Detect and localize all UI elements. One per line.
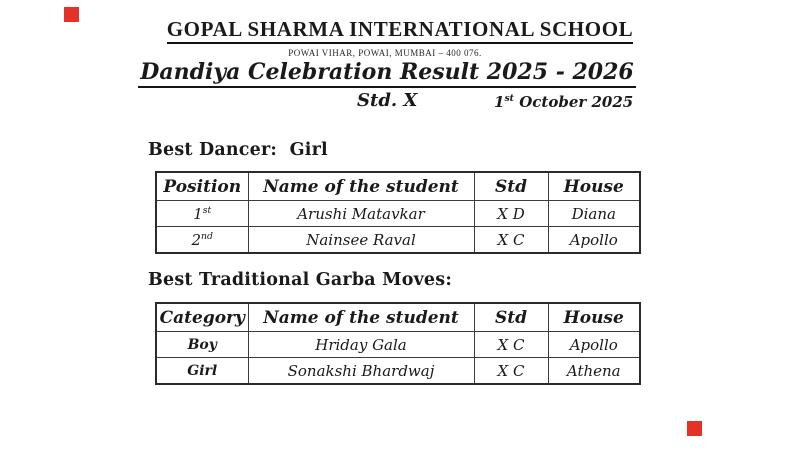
date-suffix: st (504, 93, 514, 104)
house-cell: Apollo (548, 332, 640, 358)
red-marker-bottom-right (687, 421, 702, 436)
table-header-row (156, 172, 640, 201)
school-header (0, 18, 800, 44)
std-cell: X D (474, 201, 548, 227)
house-cell: Diana (548, 201, 640, 227)
date-rest: October 2025 (513, 93, 634, 111)
position-cell: 1st (156, 201, 248, 227)
column-header-std: Std (474, 172, 548, 201)
school-address: POWAI VIHAR, POWAI, MUMBAI – 400 076. (288, 48, 482, 58)
school-name: GOPAL SHARMA INTERNATIONAL SCHOOL (167, 18, 634, 44)
table-row (156, 332, 640, 358)
column-header-category: Category (156, 303, 248, 332)
table-row (156, 358, 640, 385)
column-header-position: Position (156, 172, 248, 201)
student-name-cell: Nainsee Raval (248, 227, 474, 254)
category-cell: Girl (156, 358, 248, 385)
section-heading-best-dancer: Best Dancer: Girl (148, 140, 328, 160)
position-cell: 2nd (156, 227, 248, 254)
document-title-line (0, 60, 787, 88)
date-label (494, 93, 633, 111)
column-header-house: House (548, 172, 640, 201)
std-cell: X C (474, 332, 548, 358)
column-header-name: Name of the student (248, 172, 474, 201)
house-cell: Athena (548, 358, 640, 385)
best-dancer-table (155, 171, 641, 254)
table-row (156, 227, 640, 254)
std-cell: X C (474, 358, 548, 385)
column-header-name: Name of the student (248, 303, 474, 332)
student-name-cell: Sonakshi Bhardwaj (248, 358, 474, 385)
table-header-row (156, 303, 640, 332)
student-name-cell: Arushi Matavkar (248, 201, 474, 227)
column-header-std: Std (474, 303, 548, 332)
document-title: Dandiya Celebration Result 2025 - 2026 (138, 60, 635, 88)
house-cell: Apollo (548, 227, 640, 254)
student-name-cell: Hriday Gala (248, 332, 474, 358)
date-day: 1 (494, 93, 505, 111)
garba-moves-table (155, 302, 641, 385)
std-label: Std. X (357, 90, 418, 111)
column-header-house: House (548, 303, 640, 332)
category-cell: Boy (156, 332, 248, 358)
table-row (156, 201, 640, 227)
std-cell: X C (474, 227, 548, 254)
section-heading-garba-moves: Best Traditional Garba Moves: (148, 270, 452, 290)
